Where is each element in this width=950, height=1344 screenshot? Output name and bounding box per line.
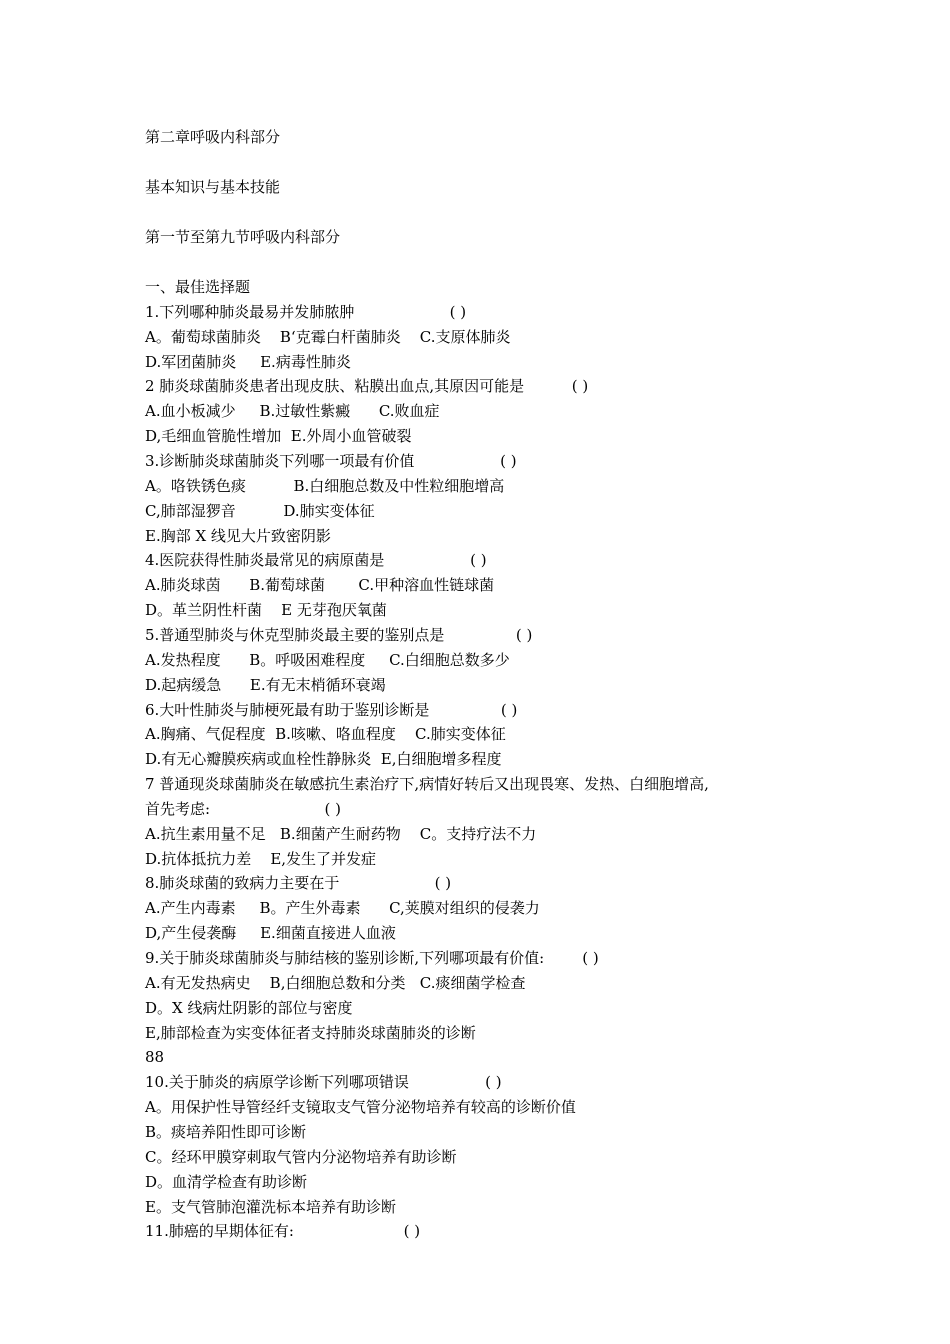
text-line: 首先考虑: ( ) (145, 799, 341, 818)
text-line: 10.关于肺炎的病原学诊断下列哪项错误 ( ) (145, 1073, 502, 1092)
text-line: C,肺部湿猡音 D.肺实变体征 (145, 501, 375, 520)
text-line: A。用保护性导管经纤支镜取支气管分泌物培养有较高的诊断价值 (145, 1098, 576, 1117)
text-line: 2 肺炎球菌肺炎患者出现皮肤、粘膜出血点,其原因可能是 ( ) (145, 377, 589, 396)
text-line: 8.肺炎球菌的致病力主要在于 ( ) (145, 874, 452, 893)
text-line: D,产生侵袭酶 E.细菌直接进人血液 (145, 924, 396, 943)
text-line: A。咯铁锈色痰 B.白细胞总数及中性粒细胞增高 (145, 476, 505, 495)
text-line: A.肺炎球茵 B.葡萄球菌 C.甲种溶血性链球菌 (145, 576, 495, 595)
text-line: 3.诊断肺炎球菌肺炎下列哪一项最有价值 ( ) (145, 452, 517, 470)
text-line: 4.医院获得性肺炎最常见的病原菌是 ( ) (145, 551, 487, 570)
text-line: D.抗体抵抗力差 E,发生了并发症 (145, 849, 377, 868)
text-line: B。痰培养阳性即可诊断 (145, 1122, 307, 1141)
text-line: D.有无心瓣膜疾病或血栓性静脉炎 E,白细胞增多程度 (145, 750, 502, 769)
text-line: A。葡萄球菌肺炎 B‘克霉白杆菌肺炎 C.支原体肺炎 (145, 327, 511, 346)
text-line: 1.下列哪种肺炎最易并发肺脓肿 ( ) (145, 302, 467, 321)
text-line: 一、最佳选择题 (145, 278, 251, 296)
text-line: 5.普通型肺炎与休克型肺炎最主要的鉴别点是 ( ) (145, 625, 533, 644)
text-line: A.血小板减少 B.过敏性紫癜 C.败血症 (145, 402, 440, 421)
text-line: A.抗生素用量不足 B.细菌产生耐药物 C。支持疗法不力 (145, 824, 537, 843)
text-line: A.发热程度 B。呼吸困难程度 C.白细胞总数多少 (145, 650, 510, 669)
chapter-title: 第二章呼吸内科部分 (145, 128, 281, 146)
text-line: E,肺部检查为实变体征者支持肺炎球菌肺炎的诊断 (145, 1023, 476, 1042)
text-line: D,毛细血管脆性增加 E.外周小血管破裂 (145, 427, 412, 446)
text-line: A.胸痛、气促程度 B.咳嗽、咯血程度 C.肺实变体征 (145, 725, 506, 744)
text-line: D。X 线病灶阴影的部位与密度 (145, 998, 353, 1017)
text-line: D。血清学检查有助诊断 (145, 1172, 308, 1191)
section-title: 基本知识与基本技能 (145, 178, 281, 196)
text-line: C。经环甲膜穿刺取气管内分泌物培养有助诊断 (145, 1147, 457, 1166)
text-line: D.起病缓急 E.有无末梢循环衰竭 (145, 675, 386, 694)
text-line: D.军团菌肺炎 E.病毒性肺炎 (145, 352, 351, 371)
text-line: E。支气管肺泡灌洗标本培养有助诊断 (145, 1197, 396, 1216)
subsection-title: 第一节至第九节呼吸内科部分 (145, 228, 341, 246)
text-line: 11.肺癌的早期体征有: ( ) (145, 1222, 421, 1241)
text-line: A.产生内毒素 B。产生外毒素 C,荚膜对组织的侵袭力 (145, 899, 540, 918)
text-line: A.有无发热病史 B,白细胞总数和分类 C.痰细菌学检查 (145, 973, 526, 992)
text-line: 88 (145, 1048, 165, 1067)
text-line: 9.关于肺炎球菌肺炎与肺结核的鉴别诊断,下列哪项最有价值: ( ) (145, 949, 599, 967)
text-line: 6.大叶性肺炎与肺梗死最有助于鉴别诊断是 ( ) (145, 700, 518, 719)
text-line: D。革兰阴性杆菌 E 无芽孢厌氧菌 (145, 601, 387, 619)
text-line: E.胸部 X 线见大片致密阴影 (145, 526, 331, 545)
text-line: 7 普通现炎球菌肺炎在敏感抗生素治疗下,病情好转后又出现畏寒、发热、白细胞增高, (145, 775, 709, 793)
